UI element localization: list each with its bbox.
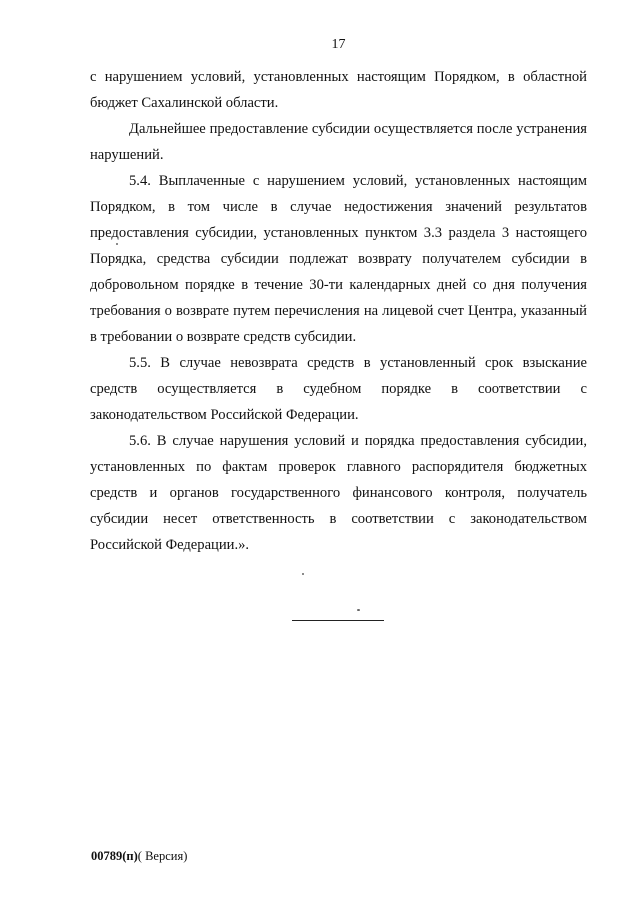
document-code: 00789(п) — [91, 849, 138, 863]
document-version: ( Версия) — [137, 849, 188, 863]
scan-speck — [302, 573, 304, 575]
paragraph-4: 5.5. В случае невозврата средств в установленный срок взыскание средств осуществляется в судебном порядке в соответствии с законодательством Российской Федерации. — [90, 355, 587, 423]
paragraph-5: 5.6. В случае нарушения условий и порядка предоставления субсидии, установленных по фактам проверок главного распорядителя бюджетных средств и органов государственного финансового контроля, получатель субсидии несет ответственность в соответствии с законодательством Российской Федерации.». — [90, 433, 587, 553]
page-number: 17 — [331, 37, 346, 52]
scan-speck — [357, 609, 360, 611]
closing-rule — [292, 620, 384, 621]
footer-code — [91, 849, 187, 864]
paragraph-1: с нарушением условий, установленных настоящим Порядком, в областной бюджет Сахалинской области. — [90, 69, 587, 111]
paragraph-2: Дальнейшее предоставление субсидии осуществляется после устранения нарушений. — [90, 121, 587, 163]
paragraph-3: 5.4. Выплаченные с нарушением условий, установленных настоящим Порядком, в том числе в случае недостижения значений результатов предоставления субсидии, установленных пунктом 3.3 раздела 3 настоящего Порядка, средства субсидии подлежат возврату получателем субсидии в добровольном порядке в течение 30-ти календарных дней со дня получения требования о возврате путем перечисления на лицевой счет Центра, указанный в требовании о возврате средств субсидии. — [90, 173, 587, 345]
document-body — [90, 64, 587, 558]
scan-speck — [116, 243, 118, 245]
